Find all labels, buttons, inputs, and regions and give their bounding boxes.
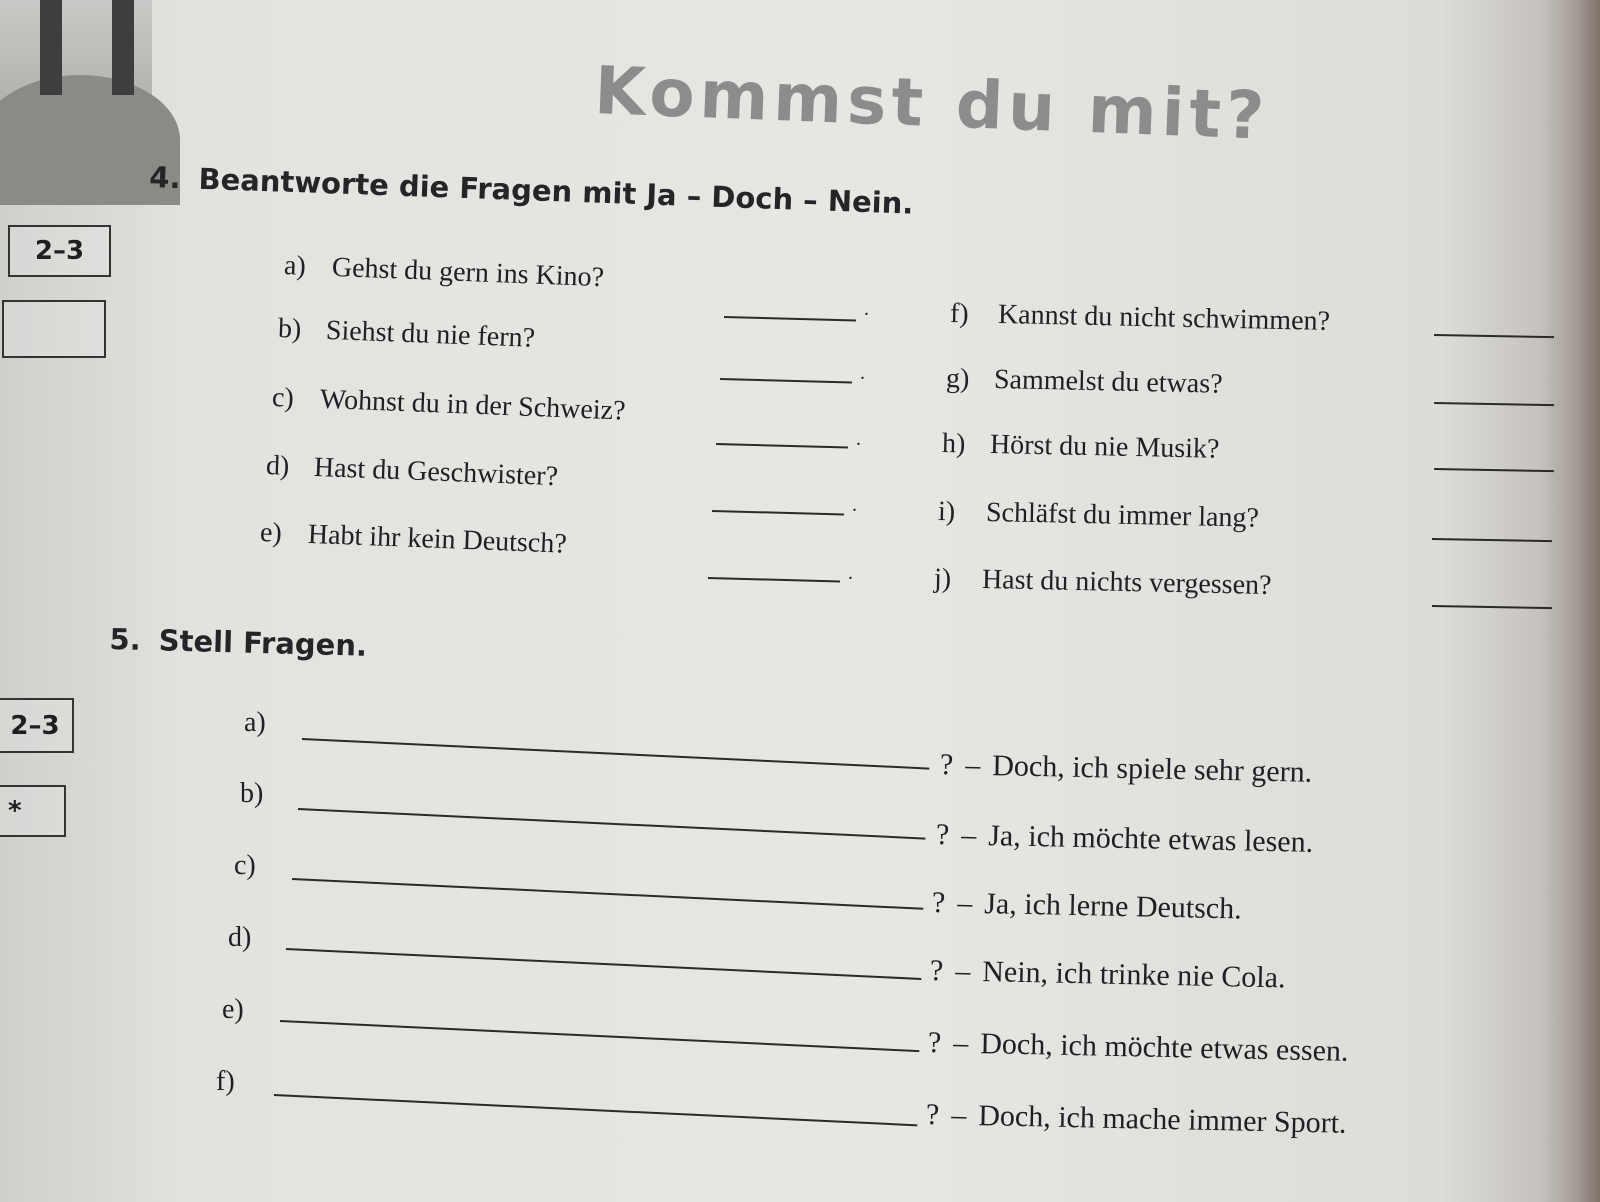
exercise-5-instruction: Stell Fragen. <box>158 623 368 663</box>
answer-line-4i[interactable] <box>1432 538 1552 542</box>
question-line-5c[interactable] <box>292 878 923 910</box>
exercise-5-heading <box>109 622 367 663</box>
answer-line-4b[interactable] <box>720 378 852 383</box>
question-line-5d[interactable] <box>286 948 921 980</box>
item-5b-letter: b) <box>240 778 264 809</box>
answer-5f: ? – Doch, ich mache immer Sport. <box>925 1098 1347 1140</box>
dot-4c: . <box>856 428 861 450</box>
question-4a: a) Gehst du gern ins Kino? <box>283 250 605 294</box>
exercise-5-star-box <box>0 785 66 837</box>
page-binding-shadow <box>1540 0 1600 1202</box>
answer-5e: ? – Doch, ich möchte etwas essen. <box>927 1026 1349 1068</box>
item-5e-letter: e) <box>222 994 244 1025</box>
answer-5b: ? – Ja, ich möchte etwas lesen. <box>935 818 1314 859</box>
exercise-5-level-label: 2–3 <box>10 710 60 741</box>
star-icon: * <box>8 796 22 826</box>
exercise-5-number: 5. <box>109 622 142 657</box>
answer-line-4j[interactable] <box>1432 605 1552 609</box>
page-title: Kommst du mit? <box>593 52 1271 155</box>
answer-5a: ? – Doch, ich spiele sehr gern. <box>939 748 1313 789</box>
dot-4e: . <box>848 562 853 584</box>
question-4b: b) Siehst du nie fern? <box>277 313 536 354</box>
question-4c: c) Wohnst du in der Schweiz? <box>271 382 627 427</box>
answer-5c: ? – Ja, ich lerne Deutsch. <box>931 886 1243 926</box>
item-5a-letter: a) <box>244 707 266 738</box>
question-line-5b[interactable] <box>298 808 925 840</box>
photo-post-left <box>40 0 62 95</box>
question-4i: i) Schläfst du immer lang? <box>937 496 1260 534</box>
exercise-4-level-label: 2–3 <box>34 236 85 266</box>
exercise-4-empty-box <box>2 300 106 358</box>
question-4g: g) Sammelst du etwas? <box>945 363 1223 400</box>
question-4d: d) Hast du Geschwister? <box>265 450 559 493</box>
question-4f: f) Kannst du nicht schwimmen? <box>949 298 1331 337</box>
answer-5d: ? – Nein, ich trinke nie Cola. <box>929 954 1286 995</box>
question-4h: h) Hörst du nie Musik? <box>941 428 1220 465</box>
dot-4b: . <box>860 362 865 384</box>
answer-line-4e[interactable] <box>708 577 840 582</box>
question-4e: e) Habt ihr kein Deutsch? <box>259 517 568 560</box>
answer-line-4g[interactable] <box>1434 402 1554 406</box>
item-5f-letter: f) <box>216 1066 235 1097</box>
question-4j: j) Hast du nichts vergessen? <box>933 563 1272 602</box>
exercise-4-heading <box>149 160 914 221</box>
corner-photo <box>0 0 152 160</box>
answer-line-4a[interactable] <box>724 316 856 321</box>
answer-line-4c[interactable] <box>716 443 848 448</box>
exercise-4-instruction: Beantworte die Fragen mit Ja – Doch – Nein. <box>197 161 914 221</box>
answer-line-4f[interactable] <box>1434 334 1554 338</box>
item-5d-letter: d) <box>228 922 252 953</box>
item-5c-letter: c) <box>234 850 256 881</box>
question-line-5e[interactable] <box>280 1020 919 1052</box>
question-line-5a[interactable] <box>302 738 929 770</box>
question-line-5f[interactable] <box>274 1094 917 1126</box>
dot-4d: . <box>852 494 857 516</box>
exercise-4-level-box <box>8 225 111 277</box>
answer-line-4d[interactable] <box>712 510 844 515</box>
exercise-5-level-box <box>0 698 74 753</box>
dot-4a: . <box>864 298 869 320</box>
answer-line-4h[interactable] <box>1434 468 1554 472</box>
photo-post-right <box>112 0 134 95</box>
exercise-4-number: 4. <box>148 160 182 196</box>
